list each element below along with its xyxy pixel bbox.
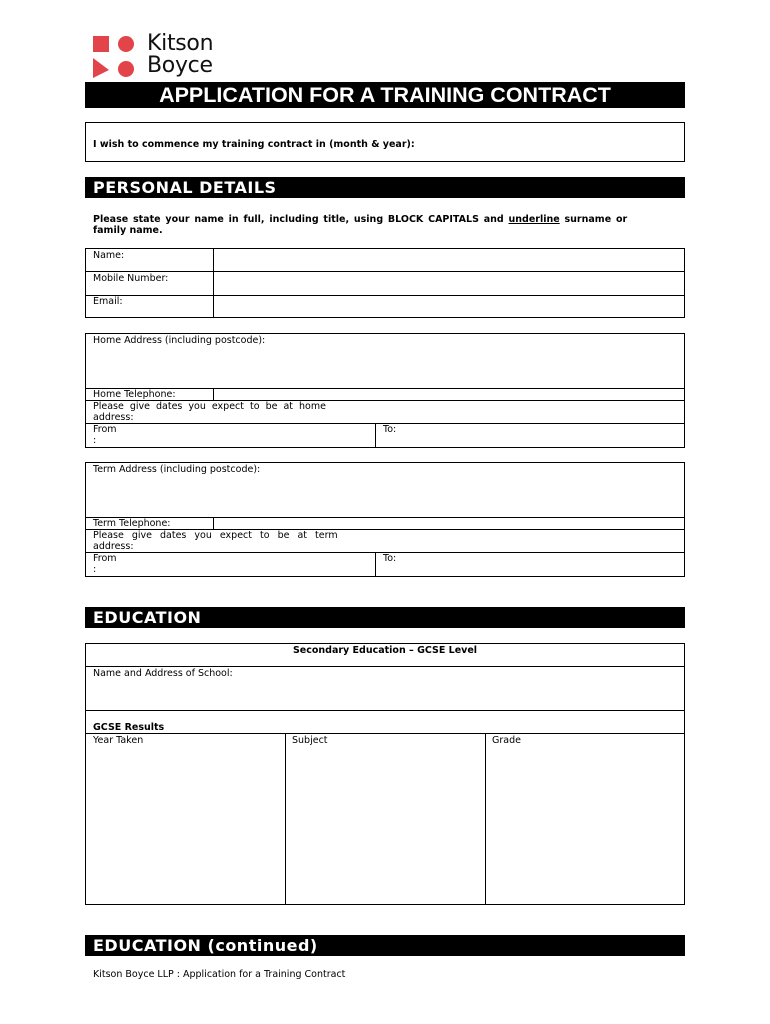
subject-field[interactable] xyxy=(286,748,484,904)
home-telephone-field[interactable] xyxy=(214,389,684,400)
home-from-colon: : xyxy=(93,435,97,446)
home-to-label: To: xyxy=(383,424,397,435)
school-label: Name and Address of School: xyxy=(93,668,233,679)
secondary-education-heading: Secondary Education – GCSE Level xyxy=(292,645,478,656)
term-dates-label: Please give dates you expect to be at term xyxy=(93,530,338,541)
term-dates-label-2: address: xyxy=(93,541,134,552)
grade-field[interactable] xyxy=(486,748,684,904)
logo-line-2: Boyce xyxy=(147,53,213,78)
home-address-label: Home Address (including postcode): xyxy=(93,335,266,346)
term-from-field[interactable] xyxy=(120,553,374,576)
school-field[interactable] xyxy=(86,680,684,710)
column-subject: Subject xyxy=(292,735,328,746)
term-to-field[interactable] xyxy=(405,553,684,576)
name-field[interactable] xyxy=(214,249,684,271)
home-address-field[interactable] xyxy=(86,348,684,388)
education-continued-heading: EDUCATION (continued) xyxy=(85,935,685,956)
email-field[interactable] xyxy=(214,296,684,317)
mobile-label: Mobile Number: xyxy=(93,273,169,284)
home-from-field[interactable] xyxy=(120,424,374,447)
term-to-label: To: xyxy=(383,553,397,564)
term-telephone-field[interactable] xyxy=(214,518,684,529)
mobile-field[interactable] xyxy=(214,272,684,295)
column-year-taken: Year Taken xyxy=(93,735,144,746)
page-title: APPLICATION FOR A TRAINING CONTRACT xyxy=(85,82,685,108)
personal-details-heading: PERSONAL DETAILS xyxy=(85,177,685,198)
logo-mark xyxy=(93,36,135,78)
email-label: Email: xyxy=(93,296,123,307)
education-heading: EDUCATION xyxy=(85,607,685,628)
home-dates-label: Please give dates you expect to be at home xyxy=(93,401,326,412)
home-dates-label-2: address: xyxy=(93,412,134,423)
year-taken-field[interactable] xyxy=(86,748,284,904)
name-instruction: Please state your name in full, including title, using BLOCK CAPITALS and underline surname or xyxy=(93,214,628,225)
logo-line-1: Kitson xyxy=(147,31,214,56)
term-address-field[interactable] xyxy=(86,477,684,517)
home-from-label: From xyxy=(93,424,117,435)
footer-text: Kitson Boyce LLP : Application for a Training Contract xyxy=(93,969,346,980)
gcse-results-label: GCSE Results xyxy=(93,722,165,733)
home-to-field[interactable] xyxy=(405,424,684,447)
column-grade: Grade xyxy=(492,735,521,746)
name-instruction-2: family name. xyxy=(93,225,163,236)
term-from-label: From xyxy=(93,553,117,564)
term-telephone-label: Term Telephone: xyxy=(93,518,171,529)
home-telephone-label: Home Telephone: xyxy=(93,389,176,400)
commence-label: I wish to commence my training contract in (month & year): xyxy=(93,139,415,150)
term-from-colon: : xyxy=(93,564,97,575)
name-label: Name: xyxy=(93,250,125,261)
term-address-label: Term Address (including postcode): xyxy=(93,464,261,475)
logo-wordmark xyxy=(147,33,213,77)
